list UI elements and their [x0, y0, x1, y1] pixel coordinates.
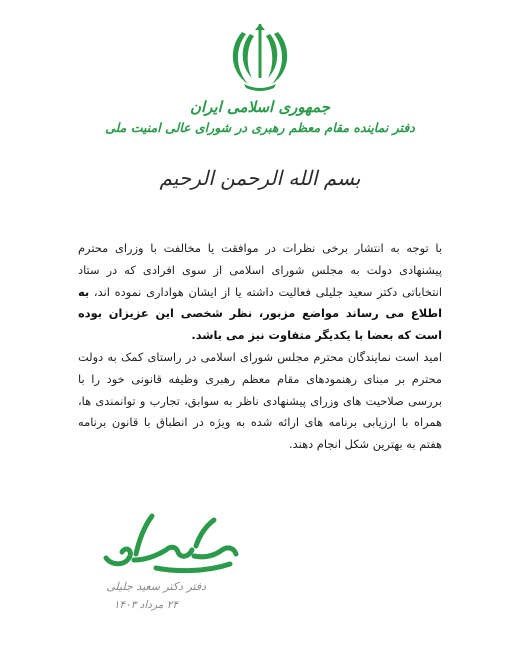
iran-emblem-icon [228, 22, 292, 92]
header-emblem [0, 22, 520, 92]
signature-office: دفتر دکتر سعید جلیلی [106, 580, 206, 593]
country-title: جمهوری اسلامی ایران [189, 98, 331, 116]
paragraph-1 [78, 238, 442, 347]
paragraph-2: امید است نمایندگان محترم مجلس شورای اسلامی در راستای کمک به دولت محترم بر مبنای رهنمودهای مقام معظم رهبری وظیفه قانونی خود را با بررسی صلاحیت های وزرای پیشنهادی ناظر به سوابق، تجارب و توانمندی ها، همراه با ارزیابی برنامه های ارائه شده به ویژه در انطباق با قانون برنامه هفتم به بهترین شکل انجام دهند. [78, 349, 442, 452]
statement-body [78, 238, 442, 456]
office-title: دفتر نماینده مقام معظم رهبری در شورای عالی امنیت ملی [105, 120, 415, 135]
signature-name: سعید جلیلی [168, 522, 174, 523]
signature-date: ۲۴ مرداد ۱۴۰۳ [113, 599, 178, 611]
paragraph-1-bold: به اطلاع می رساند مواضع مزبور، نظر شخصی این عزیزان بوده است که بعضا با یکدیگر متفاوت نیز می باشد. [78, 284, 442, 343]
paragraph-1-text: با توجه به انتشار برخی نظرات در موافقت یا مخالفت با وزرای محترم پیشنهادی دولت به مجلس شورای اسلامی از سوی افرادی که در ستاد انتخاباتی دکتر سعید جلیلی فعالیت داشته یا از ایشان هواداری نموده اند، [78, 241, 442, 299]
signature [96, 506, 246, 586]
basmala-heading: بسم الله الرحمن الرحیم [159, 166, 361, 190]
